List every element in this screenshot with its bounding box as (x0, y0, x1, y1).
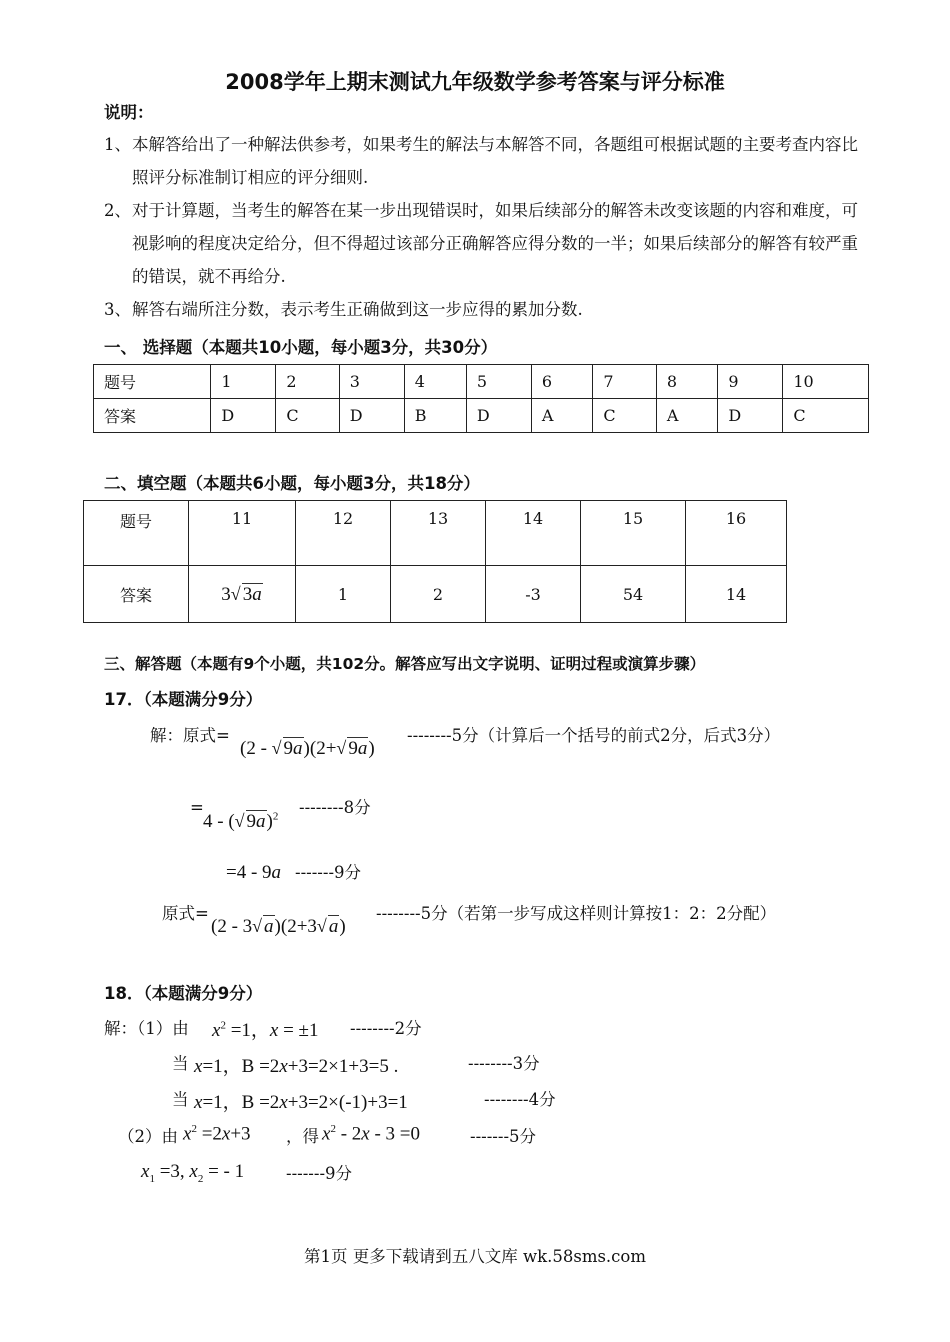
table-cell: 12 (296, 501, 391, 566)
table-cell: -3 (486, 566, 581, 623)
table-cell: 54 (581, 566, 686, 623)
table-cell: 14 (486, 501, 581, 566)
table-cell: A (531, 399, 593, 433)
q17-line3-score: -------9分 (295, 863, 362, 882)
math-expression: x=1，B =2x+3=2×1+3=5 . (194, 1056, 399, 1077)
q17-line2-score: --------8分 (299, 798, 371, 817)
table-cell: 2 (276, 365, 339, 399)
q18-line2-prefix: 当 (172, 1054, 189, 1073)
q18-line1-score: --------2分 (350, 1019, 422, 1038)
table-cell: 8 (656, 365, 718, 399)
row-label: 答案 (84, 566, 189, 623)
choice-answer-table (93, 364, 869, 433)
math-expression: =4 - 9a (226, 862, 282, 883)
math-expression: $x^2 =1$，x = ±1 (212, 1019, 319, 1041)
table-cell: A (656, 399, 718, 433)
variable-b: B (241, 1056, 255, 1077)
table-cell: 2 (391, 566, 486, 623)
math-expression: $x_1 =3$, $x_2$ = - 1 (141, 1161, 245, 1185)
fill-blank-answer-table (83, 500, 787, 623)
table-cell: 16 (686, 501, 787, 566)
table-cell: 11 (189, 501, 296, 566)
table-cell: D (718, 399, 783, 433)
math-expression: 3√ 3a (221, 583, 262, 605)
table-cell: 6 (531, 365, 593, 399)
q17-line2-prefix: = (190, 798, 204, 817)
note-number: 1、 (104, 135, 131, 154)
note-item (104, 293, 864, 326)
math-expression: (2 - √ 9a)(2+√ 9a) (240, 738, 375, 759)
table-cell: 1 (211, 365, 276, 399)
table-cell: 3 (339, 365, 404, 399)
q18-line3-score: --------4分 (484, 1090, 556, 1109)
table-cell: D (466, 399, 531, 433)
notes-list (104, 128, 864, 326)
table-row (94, 399, 869, 433)
section2-heading: 二、填空题（本题共6小题，每小题3分，共18分） (104, 474, 480, 493)
math-expression: (2 - 3√ a)(2+3√ a) (211, 916, 346, 937)
table-cell: 15 (581, 501, 686, 566)
table-cell: D (339, 399, 404, 433)
page-title: 2008学年上期末测试九年级数学参考答案与评分标准 (225, 70, 725, 94)
table-cell: C (276, 399, 339, 433)
table-cell: D (211, 399, 276, 433)
table-cell: C (783, 399, 869, 433)
math-expression: 4 - (√ 9a)$^2$ (203, 810, 279, 832)
note-item (104, 128, 864, 194)
q18-line1-prefix: 解：（1）由 (104, 1019, 189, 1038)
q18-line4-mid: ，得 (286, 1127, 319, 1146)
note-text: 解答右端所注分数，表示考生正确做到这一步应得的累加分数. (132, 300, 583, 319)
table-row (84, 501, 787, 566)
q18-line5-score: -------9分 (286, 1164, 353, 1183)
q18-line2-score: --------3分 (468, 1054, 540, 1073)
table-cell: 10 (783, 365, 869, 399)
table-cell: 5 (466, 365, 531, 399)
table-cell (189, 566, 296, 623)
table-cell: 13 (391, 501, 486, 566)
page-footer: 第1页 更多下载请到五八文库 wk.58sms.com (304, 1247, 646, 1266)
math-expression: $x^2 =2x+3$ (183, 1123, 251, 1145)
row-label: 题号 (84, 501, 189, 566)
table-cell: 7 (593, 365, 656, 399)
note-number: 2、 (104, 201, 131, 220)
note-item (104, 194, 864, 293)
math-expression: x=1，B =2x+3=2×(-1)+3=1 (194, 1092, 408, 1113)
math-expression: $x^2 - 2x - 3 =0$ (322, 1123, 420, 1145)
q17-line4-prefix: 原式= (162, 904, 209, 923)
row-label: 答案 (94, 399, 211, 433)
q17-heading: 17．（本题满分9分） (104, 690, 263, 709)
q18-line4-prefix: （2）由 (118, 1127, 178, 1146)
section1-heading: 一、 选择题（本题共10小题，每小题3分，共30分） (104, 338, 498, 357)
table-cell: C (593, 399, 656, 433)
q18-line4-score: -------5分 (470, 1127, 537, 1146)
q17-line1-prefix: 解：原式= (150, 726, 230, 745)
q18-line3-prefix: 当 (172, 1090, 189, 1109)
table-cell: 1 (296, 566, 391, 623)
q18-heading: 18．（本题满分9分） (104, 984, 263, 1003)
table-cell: B (404, 399, 466, 433)
note-number: 3、 (104, 300, 131, 319)
table-cell: 4 (404, 365, 466, 399)
row-label: 题号 (94, 365, 211, 399)
answer-11 (221, 584, 262, 605)
variable-b: B (241, 1092, 255, 1113)
table-row (84, 566, 787, 623)
table-row (94, 365, 869, 399)
table-cell: 9 (718, 365, 783, 399)
notes-heading: 说明： (104, 103, 154, 122)
note-text: 对于计算题，当考生的解答在某一步出现错误时，如果后续部分的解答未改变该题的内容和难度，可视影响的程度决定给分，但不得超过该部分正确解答应得分数的一半；如果后续部分的解答有较严重的错误，就不再给分. (132, 201, 858, 286)
q17-line1-score: --------5分（计算后一个括号的前式2分，后式3分） (407, 726, 781, 745)
section3-heading: 三、解答题（本题有9个小题，共102分。解答应写出文字说明、证明过程或演算步骤） (104, 655, 706, 673)
note-text: 本解答给出了一种解法供参考，如果考生的解法与本解答不同，各题组可根据试题的主要考查内容比照评分标准制订相应的评分细则. (132, 135, 858, 187)
q17-line4-score: --------5分（若第一步写成这样则计算按1：2：2分配） (376, 904, 777, 923)
table-cell: 14 (686, 566, 787, 623)
